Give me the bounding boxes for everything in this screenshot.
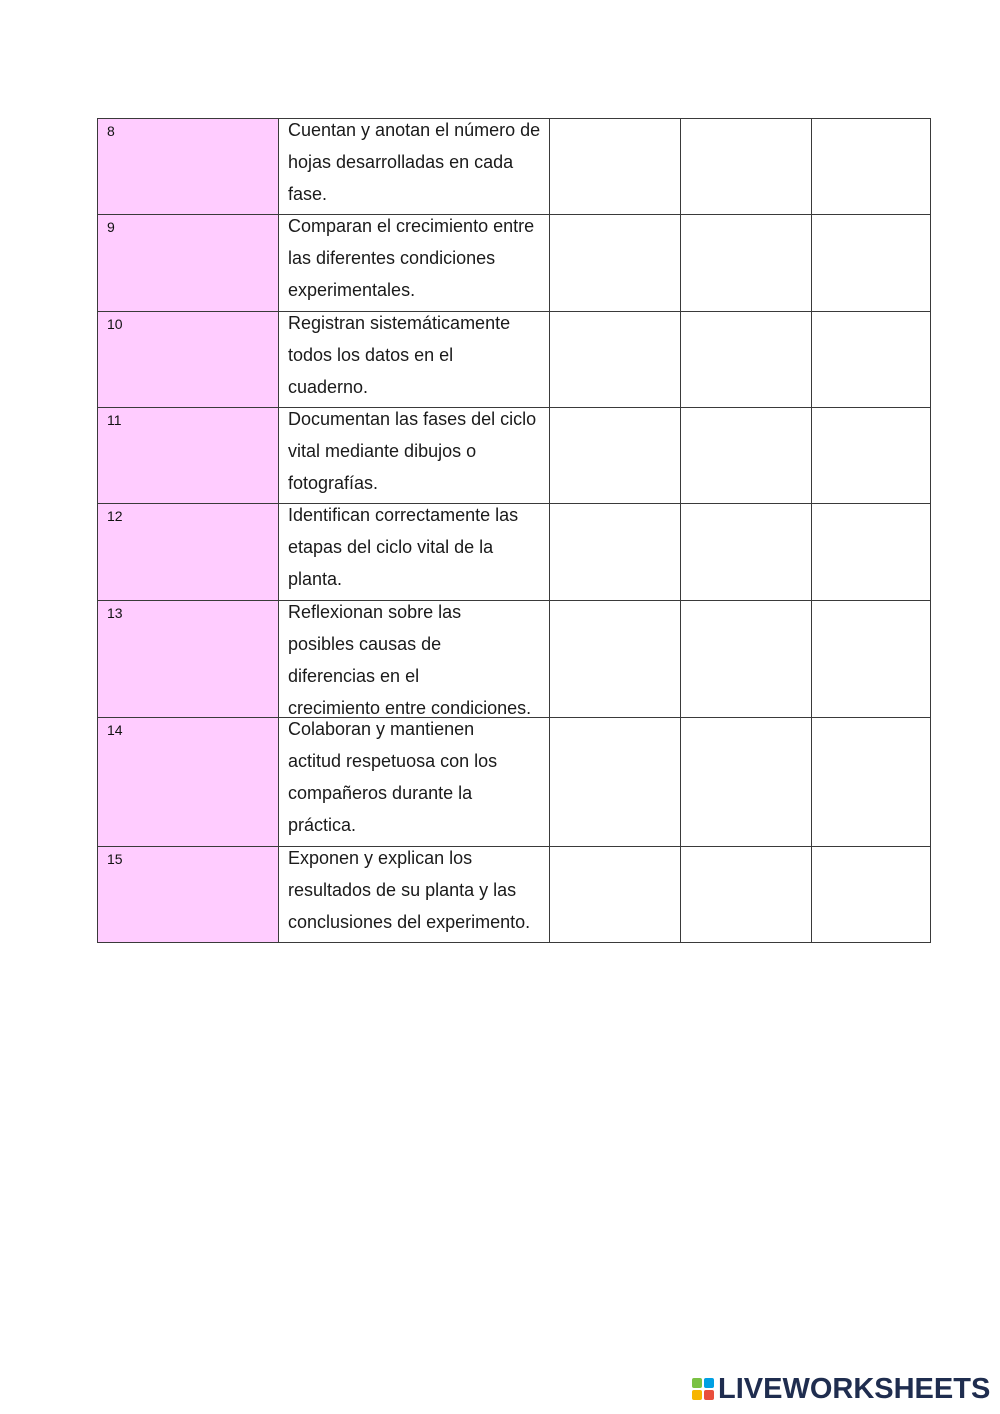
answer-cell-1: [550, 312, 681, 408]
answer-cell-1: [550, 718, 681, 847]
answer-cell-1: [550, 847, 681, 943]
answer-cell-2: [681, 504, 812, 601]
answer-cell-3: [812, 504, 931, 601]
answer-cell-3: [812, 119, 931, 215]
criterion-cell: [279, 312, 550, 408]
row-number: 13: [98, 601, 279, 718]
answer-cell-2: [681, 718, 812, 847]
criterion-text-line: fase.: [288, 184, 328, 204]
row-number: 9: [98, 215, 279, 312]
criterion-text-line: Identifican correctamente las: [288, 505, 519, 525]
criterion-text-line: experimentales.: [288, 280, 416, 300]
criterion-text-line: vital mediante dibujos o: [288, 441, 477, 461]
criterion-text-line: Exponen y explican los: [288, 848, 473, 868]
brand-name: LIVEWORKSHEETS: [718, 1373, 991, 1405]
answer-cell-2: [681, 215, 812, 312]
answer-cell-1: [550, 601, 681, 718]
row-number: 11: [98, 408, 279, 504]
criterion-text-line: conclusiones del experimento.: [288, 912, 531, 932]
criterion-text-line: fotografías.: [288, 473, 379, 493]
answer-cell-3: [812, 718, 931, 847]
criterion-cell: [279, 504, 550, 601]
criterion-text-line: actitud respetuosa con los: [288, 751, 498, 771]
answer-cell-2: [681, 119, 812, 215]
row-number: 10: [98, 312, 279, 408]
criterion-text-line: hojas desarrolladas en cada: [288, 152, 514, 172]
row-number: 15: [98, 847, 279, 943]
row-number: 12: [98, 504, 279, 601]
answer-cell-2: [681, 601, 812, 718]
criterion-text-line: Cuentan y anotan el número de: [288, 120, 541, 140]
answer-cell-3: [812, 408, 931, 504]
liveworksheets-logo-icon: [692, 1378, 714, 1400]
answer-cell-2: [681, 408, 812, 504]
row-number: 14: [98, 718, 279, 847]
answer-cell-3: [812, 312, 931, 408]
criterion-text-line: diferencias en el: [288, 666, 420, 686]
answer-cell-3: [812, 601, 931, 718]
answer-cell-1: [550, 119, 681, 215]
criterion-cell: [279, 119, 550, 215]
criterion-cell: [279, 215, 550, 312]
answer-cell-1: [550, 504, 681, 601]
liveworksheets-logo: [692, 1373, 991, 1405]
criterion-text-line: práctica.: [288, 815, 357, 835]
criterion-text-line: Reflexionan sobre las: [288, 602, 462, 622]
criterion-text-line: Documentan las fases del ciclo: [288, 409, 537, 429]
criterion-text-line: Comparan el crecimiento entre: [288, 216, 535, 236]
answer-cell-1: [550, 408, 681, 504]
answer-cell-2: [681, 847, 812, 943]
criterion-text-line: compañeros durante la: [288, 783, 473, 803]
criterion-text-line: resultados de su planta y las: [288, 880, 517, 900]
criterion-text-line: todos los datos en el: [288, 345, 454, 365]
criterion-text-line: cuaderno.: [288, 377, 369, 397]
answer-cell-3: [812, 215, 931, 312]
criterion-text-line: las diferentes condiciones: [288, 248, 496, 268]
criterion-text-line: Registran sistemáticamente: [288, 313, 511, 333]
criterion-cell: [279, 408, 550, 504]
criterion-text-line: posibles causas de: [288, 634, 442, 654]
criterion-cell: [279, 718, 550, 847]
criterion-text-line: planta.: [288, 569, 343, 589]
criterion-cell: [279, 847, 550, 943]
criterion-text-line: etapas del ciclo vital de la: [288, 537, 494, 557]
answer-cell-3: [812, 847, 931, 943]
answer-cell-2: [681, 312, 812, 408]
answer-cell-1: [550, 215, 681, 312]
criterion-text-line: Colaboran y mantienen: [288, 719, 475, 739]
criterion-cell: [279, 601, 550, 718]
row-number: 8: [98, 119, 279, 215]
rubric-table: [97, 118, 931, 943]
criterion-text-line: crecimiento entre condiciones.: [288, 698, 532, 718]
